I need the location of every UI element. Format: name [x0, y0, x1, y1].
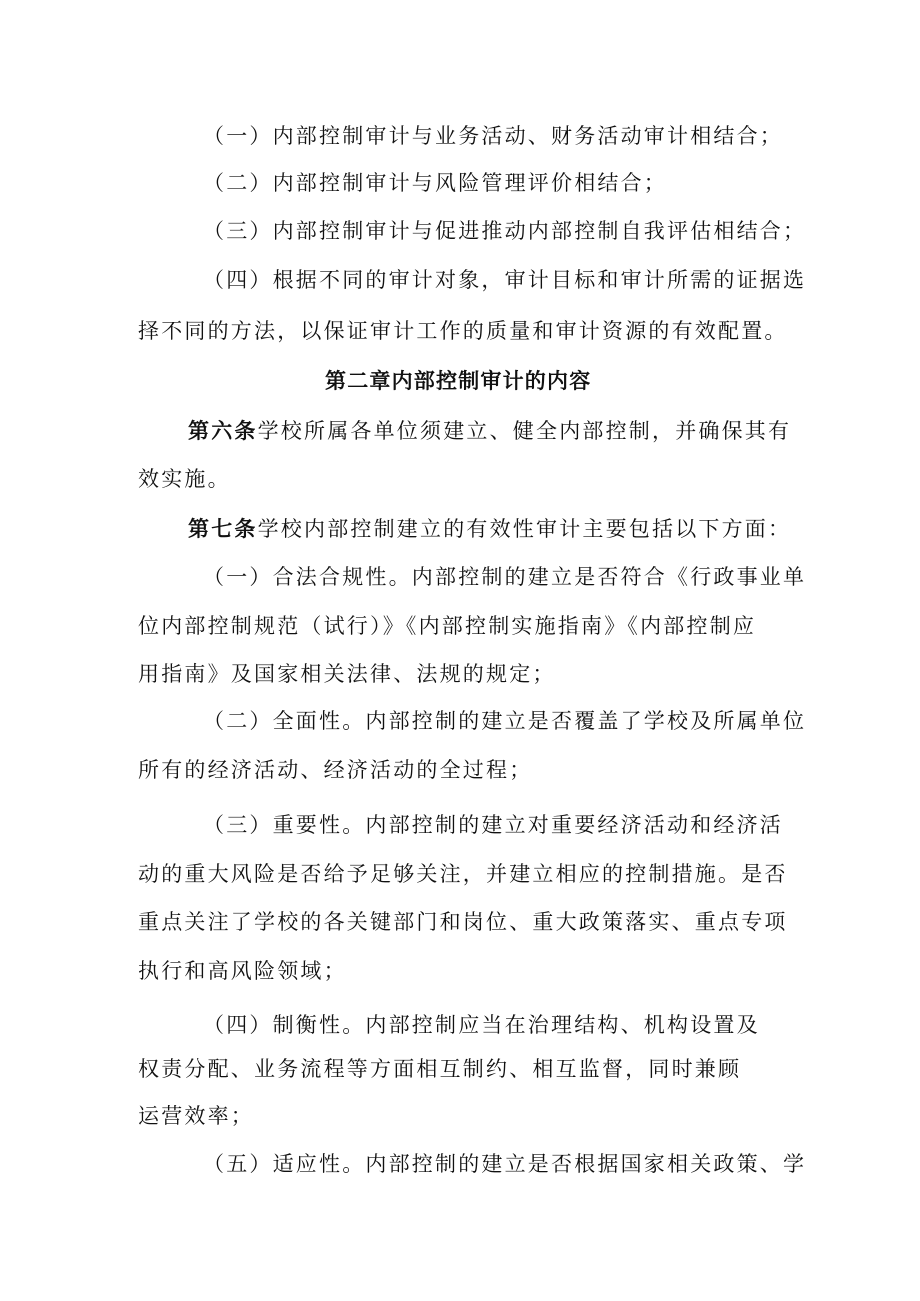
item-1-line-1: （一）合法合规性。内部控制的建立是否符合《行政事业单 [203, 565, 807, 589]
item-3-line-1: （三）重要性。内部控制的建立对重要经济活动和经济活 [203, 813, 783, 837]
article-6-line-2: 效实施。 [138, 467, 231, 491]
item-3-line-4: 执行和高风险领域； [138, 959, 347, 983]
item-3-line-2: 动的重大风险是否给予足够关注，并建立相应的控制措施。是否 [138, 862, 788, 886]
clause-1-line: （一）内部控制审计与业务活动、财务活动审计相结合； [203, 124, 783, 148]
item-3-line-3: 重点关注了学校的各关键部门和岗位、重大政策落实、重点专项 [138, 910, 788, 934]
chapter-title: 第二章内部控制审计的内容 [325, 368, 592, 393]
item-1-line-3: 用指南》及国家相关法律、法规的规定； [138, 662, 556, 686]
article-6-line-1 [188, 420, 791, 442]
article-6-text: 学校所属各单位须建立、健全内部控制，并确保其有 [257, 419, 792, 443]
article-7-line-1 [188, 518, 791, 540]
item-4-line-3: 运营效率； [138, 1104, 254, 1128]
item-4-line-1: （四）制衡性。内部控制应当在治理结构、机构设置及 [203, 1013, 760, 1037]
item-2-line-1: （二）全面性。内部控制的建立是否覆盖了学校及所属单位 [203, 709, 807, 733]
item-5-line-1: （五）适应性。内部控制的建立是否根据国家相关政策、学 [203, 1152, 807, 1176]
clause-4-line-2: 择不同的方法，以保证审计工作的质量和审计资源的有效配置。 [138, 319, 788, 343]
clause-4-line-1: （四）根据不同的审计对象，审计目标和审计所需的证据选 [203, 268, 807, 292]
article-6-label: 第六条 [188, 418, 258, 443]
clause-2-line: （二）内部控制审计与风险管理评价相结合； [203, 171, 667, 195]
item-4-line-2: 权责分配、业务流程等方面相互制约、相互监督，同时兼顾 [138, 1057, 742, 1081]
item-1-line-2: 位内部控制规范（试行）》《内部控制实施指南》《内部控制应 [138, 614, 757, 638]
article-7-label: 第七条 [188, 516, 258, 541]
article-7-text: 学校内部控制建立的有效性审计主要包括以下方面： [257, 517, 792, 541]
item-2-line-2: 所有的经济活动、经济活动的全过程； [138, 758, 533, 782]
clause-3-line: （三）内部控制审计与促进推动内部控制自我评估相结合； [203, 219, 807, 243]
